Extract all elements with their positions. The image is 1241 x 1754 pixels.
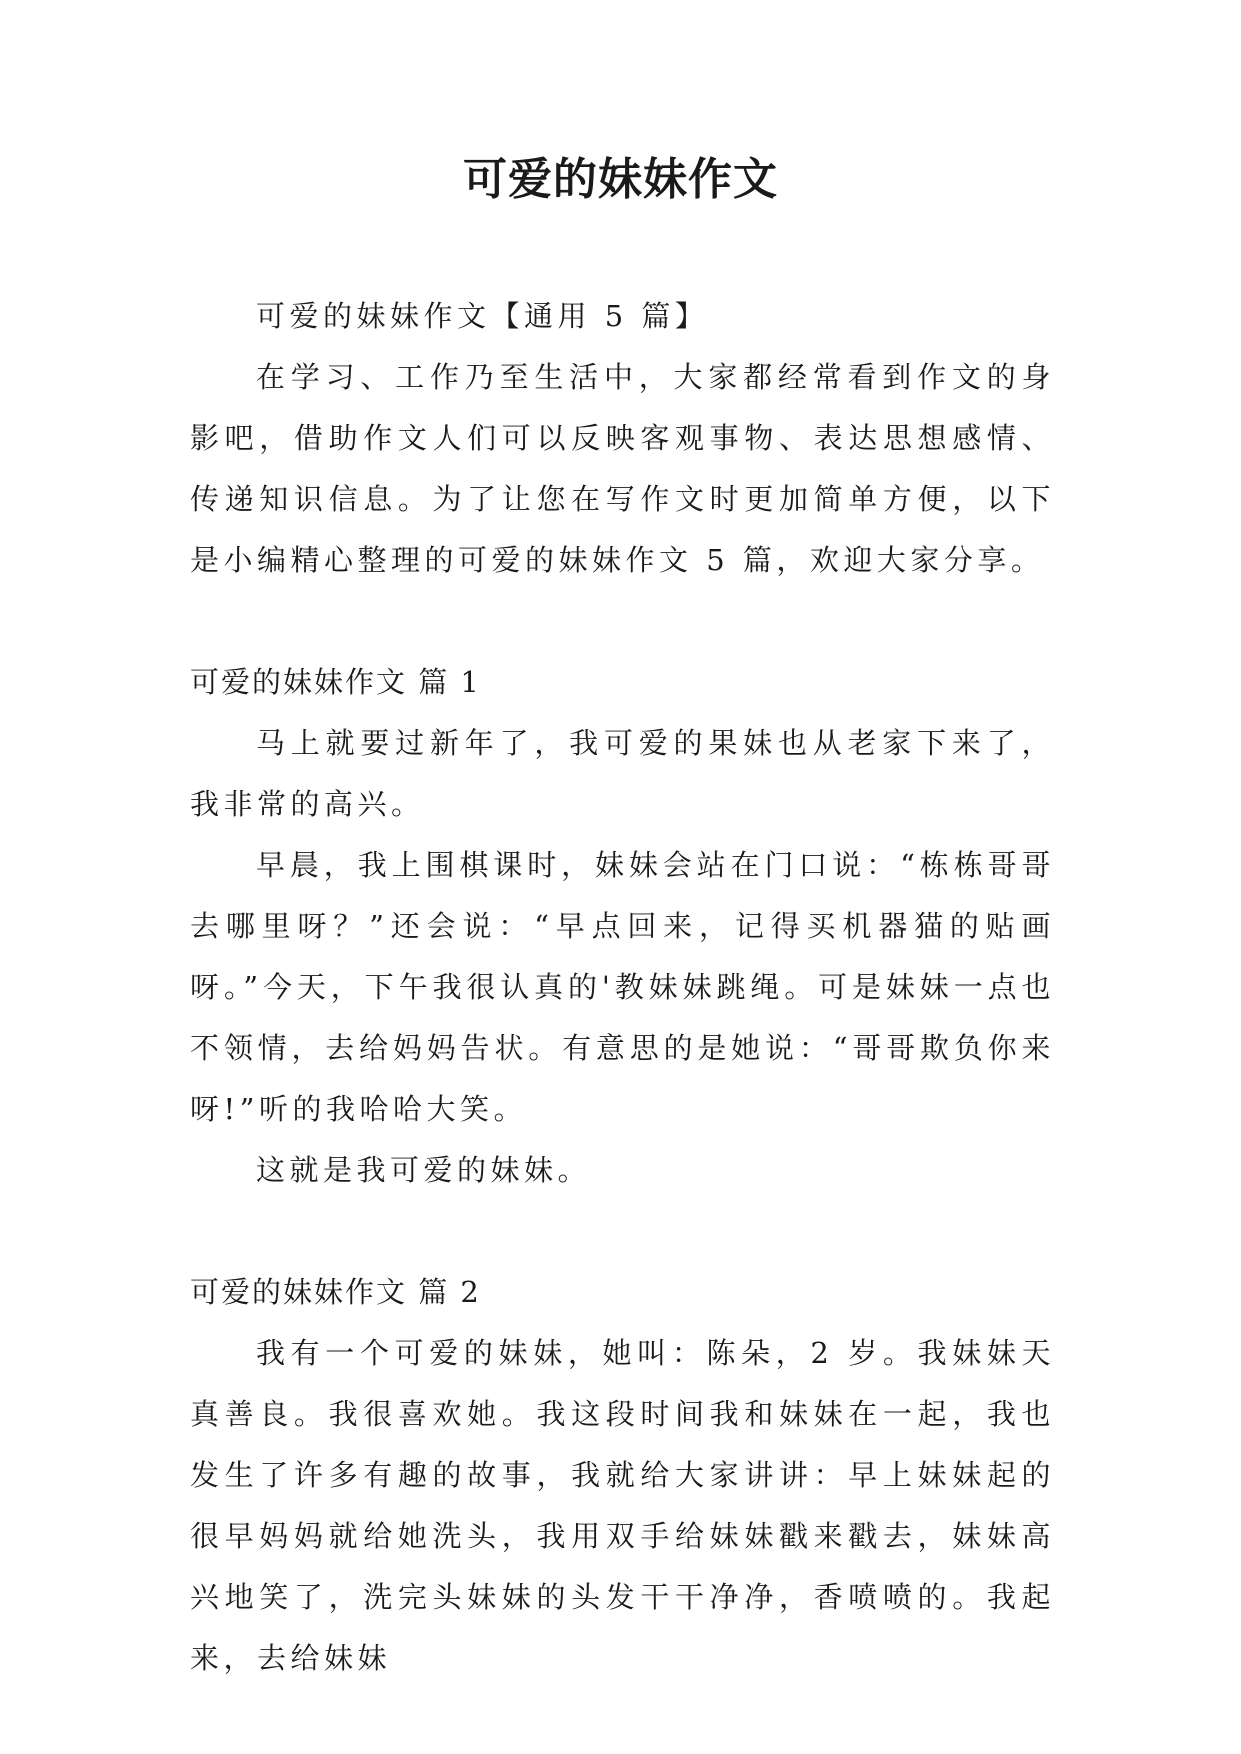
section-spacer (190, 1201, 1055, 1262)
document-subtitle: 可爱的妹妹作文【通用 5 篇】 (256, 299, 709, 333)
intro-paragraph: 在学习、工作乃至生活中，大家都经常看到作文的身影吧，借助作文人们可以反映客观事物、表达思想感情、传递知识信息。为了让您在写作文时更加简单方便，以下是小编精心整理的可爱的妹妹作文 5 篇，欢迎大家分享。 (190, 360, 1055, 577)
document-body (190, 286, 1055, 1689)
section-spacer (190, 591, 1055, 652)
section-heading-1: 可爱的妹妹作文 篇 1 (190, 665, 481, 699)
section-1-paragraph-3: 这就是我可爱的妹妹。 (256, 1153, 592, 1187)
section-1-paragraph-2: 早晨，我上围棋课时，妹妹会站在门口说：“栋栋哥哥去哪里呀？”还会说：“早点回来，记得买机器猫的贴画呀。”今天，下午我很认真的'教妹妹跳绳。可是妹妹一点也不领情，去给妈妈告状。有意思的是她说：“哥哥欺负你来呀!”听的我哈哈大笑。 (190, 848, 1055, 1126)
section-heading-2: 可爱的妹妹作文 篇 2 (190, 1275, 481, 1309)
page-title: 可爱的妹妹作文 (463, 154, 778, 205)
section-2-paragraph-1: 我有一个可爱的妹妹，她叫：陈朵，2 岁。我妹妹天真善良。我很喜欢她。我这段时间我和妹妹在一起，我也发生了许多有趣的故事，我就给大家讲讲：早上妹妹起的很早妈妈就给她洗头，我用双手给妹妹戳来戳去，妹妹高兴地笑了，洗完头妹妹的头发干干净净，香喷喷的。我起来，去给妹妹 (190, 1336, 1055, 1675)
section-1-paragraph-1: 马上就要过新年了，我可爱的果妹也从老家下来了，我非常的高兴。 (190, 726, 1055, 821)
